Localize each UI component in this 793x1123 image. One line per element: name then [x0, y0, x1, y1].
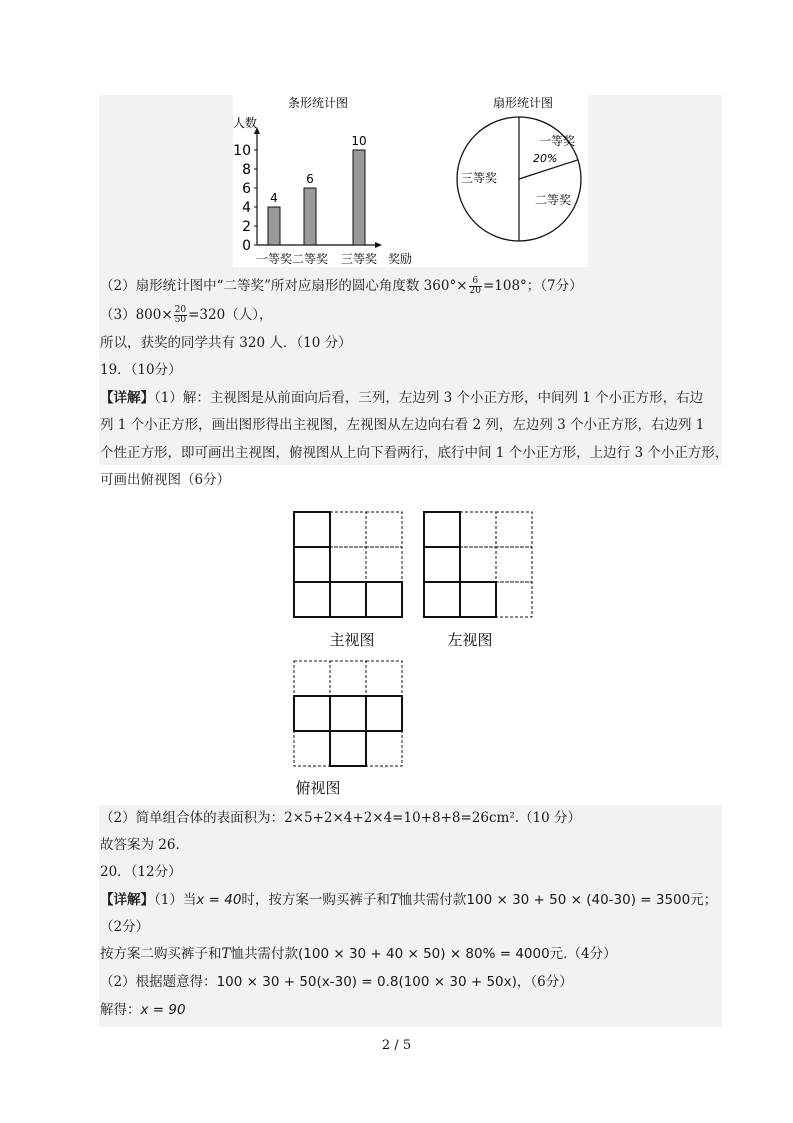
q19-heading: 19．（10分） — [100, 362, 182, 378]
q19-line1: 【详解】（1）解：主视图是从前面向后看，三列，左边列 3 个小正方形，中间列 1 个小正方形，右边 — [100, 390, 704, 406]
q18-part2: （2）扇形统计图中“二等奖”所对应扇形的圆心角度数 360°× $\frac{6}{20}$ =108°；（7分） — [100, 276, 583, 296]
pie-chart-title: 扇形统计图 — [492, 96, 554, 110]
bar-chart-title: 条形统计图 — [287, 96, 349, 110]
pie-label-first-pct: 20% — [533, 152, 558, 165]
y-tick-label-8: 8 — [242, 162, 251, 178]
page-number: 2 / 5 — [381, 1038, 412, 1053]
bar-bars — [256, 134, 377, 266]
charts-figure — [233, 95, 588, 267]
bar-value-label-1: 4 — [270, 191, 278, 205]
bar-3 — [353, 150, 365, 245]
bar-2 — [304, 188, 316, 245]
q20-line5: 解得：x = 90 — [100, 1002, 186, 1018]
fraction-20-50: $\frac{20}{50}$ — [174, 305, 187, 325]
bar-category-label-1: 一等奖 — [255, 252, 293, 266]
bar-category-label-3: 三等奖 — [340, 252, 378, 266]
left-view-solid — [424, 512, 496, 617]
y-tick-label-4: 4 — [242, 200, 251, 216]
front-view-label: 主视图 — [329, 631, 375, 649]
q19-line2: 列 1 个小正方形，画出图形得出主视图，左视图从左边向右看 2 列，左边列 3 个小正方形，右边列 1 — [100, 417, 705, 433]
y-tick-label-6: 6 — [242, 181, 251, 197]
y-tick-label-2: 2 — [242, 219, 251, 235]
three-views-figure — [280, 497, 541, 802]
q20-line1: 【详解】（1）当x = 40时，按方案一购买裤子和T恤共需付款100 × 30 + 50 × (40-30) = 3500元； — [100, 892, 718, 908]
q19-line3: 个性正方形，即可画出主视图，俯视图从上向下看两行，底行中间 1 个小正方形，上边行 3 个小正方形， — [100, 445, 729, 461]
front-view-solid — [294, 512, 402, 617]
bar-1 — [268, 207, 280, 245]
q20-heading: 20．（12分） — [100, 864, 182, 880]
q20-line2: （2分） — [100, 919, 150, 935]
pie-label-first: 一等奖 — [539, 134, 576, 148]
charts-svg — [233, 95, 588, 267]
fraction-6-20: $\frac{6}{20}$ — [469, 276, 481, 296]
q18-part3: （3）800× $\frac{20}{50}$ =320（人）， — [100, 305, 273, 325]
q19-line4: 可画出俯视图（6分） — [100, 472, 231, 488]
y-tick-label-10: 10 — [233, 143, 251, 159]
bar-value-label-2: 6 — [306, 172, 314, 186]
q20-line4: （2）根据题意得：100 × 30 + 50(x-30) = 0.8(100 × 30 + 50x)，（6分） — [100, 974, 573, 990]
bar-ticks — [233, 143, 257, 254]
left-view-label: 左视图 — [447, 631, 493, 649]
pie-label-third: 三等奖 — [461, 171, 498, 185]
three-views-svg — [280, 497, 541, 802]
bar-x-axis-arrow — [375, 242, 382, 248]
bar-value-label-3: 10 — [351, 134, 367, 148]
top-view-label: 俯视图 — [295, 779, 341, 797]
top-view-dashed — [294, 661, 402, 766]
bar-chart-x-unit: 奖励 — [388, 252, 413, 266]
front-view-dashed — [330, 512, 402, 582]
q20-line3: 按方案二购买裤子和T恤共需付款(100 × 30 + 40 × 50) × 80% = 4000元.（4分） — [100, 946, 617, 962]
y-tick-label-0: 0 — [242, 238, 251, 254]
pie-label-second: 二等奖 — [535, 193, 572, 207]
top-view-solid — [294, 696, 402, 766]
q19-answer: 故答案为 26． — [100, 837, 189, 853]
q18-conclusion: 所以，获奖的同学共有 320 人．（10 分） — [100, 335, 352, 351]
shade-bottom — [99, 805, 722, 1027]
bar-category-label-2: 二等奖 — [291, 252, 329, 266]
q19-part2: （2）简单组合体的表面积为：2×5+2×4+2×4=10+8+8=26cm².（10 分） — [100, 810, 581, 826]
bar-chart-y-unit: 人数 — [233, 116, 258, 130]
